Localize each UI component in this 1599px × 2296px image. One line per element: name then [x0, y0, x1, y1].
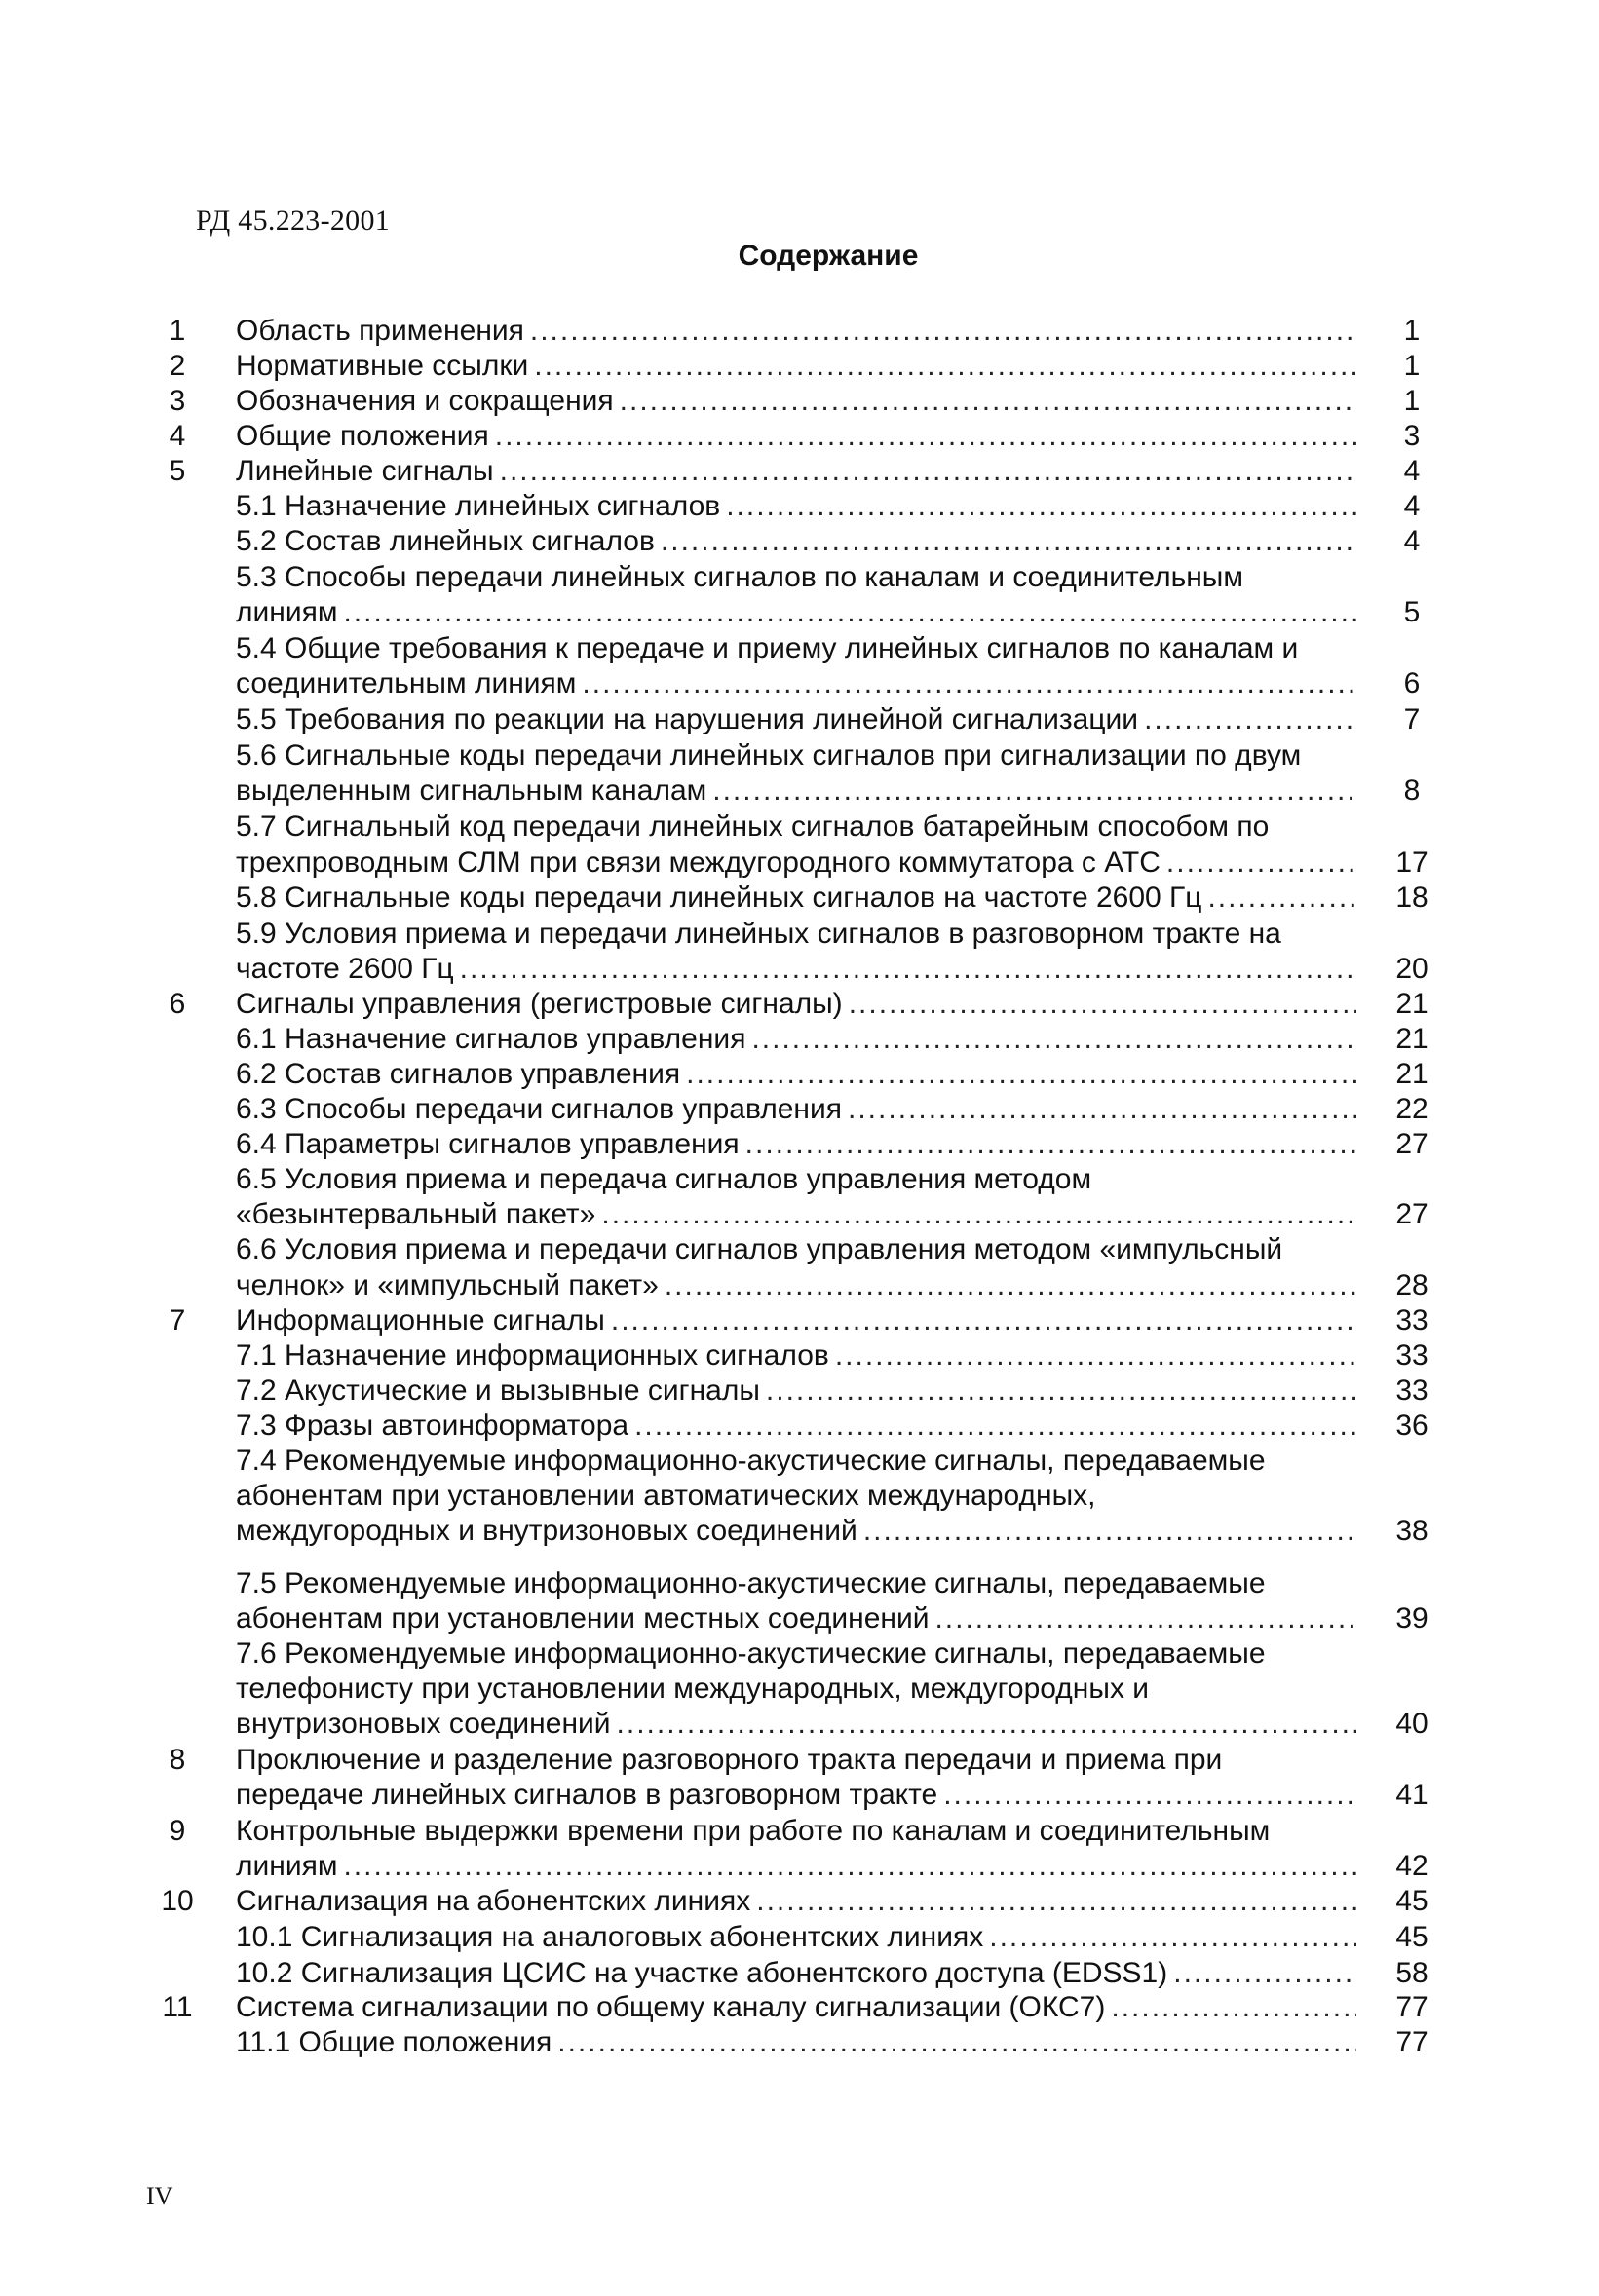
toc-entry[interactable]	[236, 2025, 1356, 2060]
toc-row	[0, 1162, 1599, 1197]
toc-entry[interactable]	[236, 666, 1356, 701]
toc-row	[0, 1956, 1599, 1991]
dot-leader	[495, 419, 1356, 454]
dot-leader	[726, 489, 1356, 524]
toc-entry[interactable]	[236, 384, 1356, 419]
toc-row	[0, 773, 1599, 809]
toc-row	[0, 1849, 1599, 1884]
toc-entry-text: 6.3 Способы передачи сигналов управления	[236, 1093, 843, 1125]
toc-row	[0, 1444, 1599, 1479]
toc-entry[interactable]	[236, 1444, 1356, 1479]
toc-row	[0, 489, 1599, 524]
toc-entry[interactable]	[236, 1338, 1356, 1374]
toc-number: 6	[169, 988, 186, 1020]
toc-entry-text: 7.2 Акустические и вызывные сигналы	[236, 1374, 760, 1407]
dot-leader	[848, 1092, 1356, 1127]
toc-page-number: 33	[1395, 1304, 1428, 1336]
toc-page-number: 42	[1395, 1850, 1428, 1882]
toc-entry[interactable]	[236, 489, 1356, 524]
toc-row	[0, 1338, 1599, 1374]
dot-leader	[617, 1707, 1356, 1742]
toc-entry-text: Сигналы управления (регистровые сигналы)	[236, 988, 843, 1020]
toc-entry[interactable]	[236, 1884, 1356, 1919]
toc-entry-text: Нормативные ссылки	[236, 350, 529, 382]
toc-row	[0, 631, 1599, 666]
toc-row	[0, 1268, 1599, 1303]
dot-leader	[620, 384, 1356, 419]
toc-page-number: 33	[1395, 1374, 1428, 1407]
toc-entry-text: Проключение и разделение разговорного тракта передачи и приема при	[236, 1744, 1223, 1776]
toc-entry-text: линиям	[236, 1850, 338, 1882]
toc-entry-text: 6.6 Условия приема и передачи сигналов управления методом «импульсный	[236, 1233, 1283, 1265]
toc-entry-text: 7.4 Рекомендуемые информационно-акустические сигналы, передаваемые	[236, 1445, 1266, 1477]
toc-entry[interactable]	[236, 1920, 1356, 1955]
dot-leader	[582, 666, 1356, 701]
toc-entry[interactable]	[236, 702, 1356, 737]
toc-entry[interactable]	[236, 738, 1356, 773]
dot-leader	[557, 2025, 1356, 2060]
toc-page-number: 1	[1403, 315, 1421, 347]
toc-row	[0, 560, 1599, 595]
toc-entry[interactable]	[236, 1743, 1356, 1778]
toc-entry-text: частоте 2600 Гц	[236, 953, 454, 985]
toc-page-number: 6	[1403, 667, 1421, 699]
toc-page-number: 27	[1395, 1128, 1428, 1160]
toc-entry[interactable]	[236, 881, 1356, 916]
toc-entry-text: 5.8 Сигнальные коды передачи линейных сигналов на частоте 2600 Гц	[236, 882, 1202, 914]
toc-entry-text: Общие положения	[236, 420, 489, 452]
dot-leader	[343, 1849, 1356, 1884]
toc-entry-text: 7.3 Фразы автоинформатора	[236, 1410, 629, 1442]
toc-page-number: 27	[1395, 1198, 1428, 1230]
dot-leader	[611, 1303, 1356, 1338]
toc-page-number: 41	[1395, 1779, 1428, 1811]
toc-row	[0, 846, 1599, 881]
document-code: РД 45.223-2001	[196, 205, 391, 237]
dot-leader	[835, 1338, 1356, 1374]
toc-page-number: 3	[1403, 420, 1421, 452]
toc-row	[0, 1566, 1599, 1601]
toc-entry[interactable]	[236, 454, 1356, 489]
dot-leader	[686, 1057, 1356, 1092]
toc-row	[0, 987, 1599, 1022]
toc-entry[interactable]	[236, 1849, 1356, 1884]
dot-leader	[712, 773, 1356, 809]
toc-entry-text: 5.3 Способы передачи линейных сигналов по каналам и соединительным	[236, 561, 1243, 593]
toc-row	[0, 702, 1599, 737]
toc-entry[interactable]	[236, 1092, 1356, 1127]
toc-entry[interactable]	[236, 1707, 1356, 1742]
toc-entry-text: междугородных и внутризоновых соединений	[236, 1515, 857, 1547]
toc-row	[0, 1990, 1599, 2025]
toc-entry-text: абонентам при установлении местных соединений	[236, 1602, 930, 1635]
toc-row	[0, 666, 1599, 701]
toc-entry-text: Линейные сигналы	[236, 455, 494, 487]
toc-row	[0, 314, 1599, 349]
toc-entry-text: внутризоновых соединений	[236, 1708, 611, 1740]
toc-entry-text: Контрольные выдержки времени при работе по каналам и соединительным	[236, 1815, 1271, 1847]
toc-row	[0, 1514, 1599, 1549]
toc-entry[interactable]	[236, 1479, 1356, 1514]
toc-page-number: 77	[1395, 2026, 1428, 2058]
toc-entry[interactable]	[236, 1990, 1356, 2025]
dot-leader	[1144, 702, 1356, 737]
toc-entry[interactable]	[236, 1303, 1356, 1338]
toc-page-number: 8	[1403, 774, 1421, 807]
toc-page-number: 45	[1395, 1921, 1428, 1953]
dot-leader	[751, 1022, 1356, 1057]
toc-entry[interactable]	[236, 1268, 1356, 1303]
toc-entry-text: 5.2 Состав линейных сигналов	[236, 525, 655, 557]
toc-page-number: 39	[1395, 1602, 1428, 1635]
toc-row	[0, 1814, 1599, 1849]
toc-entry[interactable]	[236, 1814, 1356, 1849]
toc-page-number: 77	[1395, 1991, 1428, 2023]
toc-row	[0, 952, 1599, 987]
toc-entry-text: 5.7 Сигнальный код передачи линейных сигналов батарейным способом по	[236, 810, 1270, 843]
toc-entry-text: Сигнализация на абонентских линиях	[236, 1885, 751, 1917]
toc-entry[interactable]	[236, 1057, 1356, 1092]
toc-entry[interactable]	[236, 1514, 1356, 1549]
toc-entry[interactable]	[236, 631, 1356, 666]
toc-row	[0, 419, 1599, 454]
toc-entry-text: 5.1 Назначение линейных сигналов	[236, 490, 721, 522]
toc-entry[interactable]	[236, 1022, 1356, 1057]
toc-entry[interactable]	[236, 1637, 1356, 1672]
toc-entry[interactable]	[236, 917, 1356, 952]
toc-entry-text: 6.2 Состав сигналов управления	[236, 1058, 681, 1090]
dot-leader	[661, 524, 1356, 559]
toc-entry[interactable]	[236, 1197, 1356, 1232]
dot-leader	[601, 1197, 1356, 1232]
toc-entry-text: 11.1 Общие положения	[236, 2026, 552, 2058]
toc-page-number: 40	[1395, 1708, 1428, 1740]
toc-number: 4	[169, 420, 186, 452]
toc-entry-text: 5.6 Сигнальные коды передачи линейных сигналов при сигнализации по двум	[236, 739, 1302, 772]
toc-page-number: 22	[1395, 1093, 1428, 1125]
dot-leader	[460, 952, 1356, 987]
toc-row	[0, 1637, 1599, 1672]
toc-entry-text: 5.9 Условия приема и передачи линейных сигналов в разговорном тракте на	[236, 918, 1281, 950]
toc-entry[interactable]	[236, 595, 1356, 630]
toc-row	[0, 524, 1599, 559]
toc-entry-text: выделенным сигнальным каналам	[236, 774, 707, 807]
toc-number: 5	[169, 455, 186, 487]
toc-page-number: 21	[1395, 988, 1428, 1020]
toc-page-number: 28	[1395, 1269, 1428, 1301]
dot-leader	[766, 1374, 1356, 1409]
toc-row	[0, 1127, 1599, 1162]
dot-leader	[989, 1920, 1356, 1955]
toc-page-number: 20	[1395, 953, 1428, 985]
dot-leader	[634, 1409, 1356, 1444]
toc-row	[0, 1057, 1599, 1092]
toc-number: 3	[169, 385, 186, 417]
toc-entry-text: 10.1 Сигнализация на аналоговых абонентских линиях	[236, 1921, 984, 1953]
toc-page-number: 7	[1403, 703, 1421, 735]
toc-row	[0, 1884, 1599, 1919]
toc-entry[interactable]	[236, 1956, 1356, 1991]
toc-number: 11	[162, 1991, 193, 2023]
toc-entry[interactable]	[236, 952, 1356, 987]
toc-row	[0, 1672, 1599, 1707]
toc-entry[interactable]	[236, 524, 1356, 559]
dot-leader	[500, 454, 1356, 489]
toc-number: 9	[169, 1815, 186, 1847]
toc-row	[0, 1601, 1599, 1637]
toc-row	[0, 1920, 1599, 1955]
toc-page-number: 45	[1395, 1885, 1428, 1917]
toc-entry[interactable]	[236, 1601, 1356, 1637]
toc-entry-text: 6.1 Назначение сигналов управления	[236, 1023, 746, 1055]
toc-entry-text: линиям	[236, 596, 338, 628]
toc-entry-text: абонентам при установлении автоматических международных,	[236, 1480, 1096, 1512]
toc-page-number: 4	[1403, 455, 1421, 487]
toc-entry[interactable]	[236, 809, 1356, 845]
toc-entry-text: Обозначения и сокращения	[236, 385, 614, 417]
toc-page-number: 36	[1395, 1410, 1428, 1442]
toc-entry-text: 6.4 Параметры сигналов управления	[236, 1128, 740, 1160]
toc-entry[interactable]	[236, 1127, 1356, 1162]
toc-entry[interactable]	[236, 846, 1356, 881]
dot-leader	[745, 1127, 1356, 1162]
toc-row	[0, 809, 1599, 845]
toc-row	[0, 1743, 1599, 1778]
dot-leader	[756, 1884, 1356, 1919]
toc-entry[interactable]	[236, 987, 1356, 1022]
toc-entry-text: 7.6 Рекомендуемые информационно-акустические сигналы, передаваемые	[236, 1637, 1266, 1670]
toc-row	[0, 2025, 1599, 2060]
toc-entry-text: передаче линейных сигналов в разговорном тракте	[236, 1779, 938, 1811]
toc-entry[interactable]	[236, 1374, 1356, 1409]
toc-page-number: 17	[1395, 847, 1428, 879]
dot-leader	[534, 349, 1356, 384]
toc-number: 1	[169, 315, 186, 347]
dot-leader	[1173, 1956, 1356, 1991]
toc-row	[0, 1778, 1599, 1813]
toc-number: 8	[169, 1744, 186, 1776]
toc-row	[0, 1022, 1599, 1057]
dot-leader	[530, 314, 1356, 349]
toc-number: 7	[169, 1304, 186, 1336]
toc-page-number: 4	[1403, 525, 1421, 557]
toc-page-number: 18	[1395, 882, 1428, 914]
toc-entry[interactable]	[236, 560, 1356, 595]
toc-entry[interactable]	[236, 1232, 1356, 1267]
dot-leader	[343, 595, 1356, 630]
toc-row	[0, 1303, 1599, 1338]
toc-entry[interactable]	[236, 1162, 1356, 1197]
toc-row	[0, 1409, 1599, 1444]
toc-row	[0, 738, 1599, 773]
toc-entry[interactable]	[236, 419, 1356, 454]
toc-page-number: 58	[1395, 1957, 1428, 1989]
dot-leader	[934, 1601, 1356, 1637]
toc-entry[interactable]	[236, 773, 1356, 809]
toc-page-number: 33	[1395, 1339, 1428, 1372]
toc-entry-text: 10.2 Сигнализация ЦСИС на участке абонентского доступа (EDSS1)	[236, 1957, 1168, 1989]
toc-page-number: 1	[1403, 350, 1421, 382]
toc-row	[0, 917, 1599, 952]
dot-leader	[943, 1778, 1356, 1813]
toc-entry-text: Информационные сигналы	[236, 1304, 605, 1336]
toc-row	[0, 1092, 1599, 1127]
toc-row	[0, 349, 1599, 384]
toc-row	[0, 1374, 1599, 1409]
toc-entry[interactable]	[236, 314, 1356, 349]
page-title: Содержание	[738, 240, 919, 272]
toc-row	[0, 454, 1599, 489]
toc-number: 10	[161, 1885, 194, 1917]
toc-page-number: 5	[1403, 596, 1421, 628]
dot-leader	[849, 987, 1356, 1022]
toc-entry-text: соединительным линиям	[236, 667, 577, 699]
toc-entry[interactable]	[236, 1409, 1356, 1444]
page-folio: IV	[146, 2182, 173, 2210]
toc-page-number: 21	[1395, 1023, 1428, 1055]
toc-page-number: 4	[1403, 490, 1421, 522]
toc-row	[0, 1197, 1599, 1232]
toc-entry-text: трехпроводным СЛМ при связи междугородного коммутатора с АТС	[236, 847, 1161, 879]
toc-entry-text: Область применения	[236, 315, 524, 347]
dot-leader	[665, 1268, 1356, 1303]
toc-row	[0, 881, 1599, 916]
toc-entry[interactable]	[236, 1672, 1356, 1707]
toc-entry-text: 6.5 Условия приема и передача сигналов управления методом	[236, 1163, 1092, 1195]
dot-leader	[863, 1514, 1356, 1549]
toc-entry-text: «безынтервальный пакет»	[236, 1198, 596, 1230]
toc-entry-text: челнок» и «импульсный пакет»	[236, 1269, 659, 1301]
toc-entry-text: Система сигнализации по общему каналу сигнализации (ОКС7)	[236, 1991, 1106, 2023]
toc-row	[0, 1232, 1599, 1267]
dot-leader	[1111, 1990, 1356, 2025]
dot-leader	[1207, 881, 1356, 916]
toc-entry-text: 7.5 Рекомендуемые информационно-акустические сигналы, передаваемые	[236, 1567, 1266, 1600]
toc-number: 2	[169, 350, 186, 382]
toc-row	[0, 1479, 1599, 1514]
toc-entry-text: 5.4 Общие требования к передаче и приему линейных сигналов по каналам и	[236, 632, 1299, 664]
toc-row	[0, 384, 1599, 419]
toc-entry[interactable]	[236, 1566, 1356, 1601]
dot-leader	[1166, 846, 1356, 881]
toc-row	[0, 595, 1599, 630]
toc-entry-text: телефонисту при установлении международных, междугородных и	[236, 1673, 1150, 1705]
toc-entry[interactable]	[236, 349, 1356, 384]
toc-entry[interactable]	[236, 1778, 1356, 1813]
toc-page-number: 21	[1395, 1058, 1428, 1090]
toc-page-number: 1	[1403, 385, 1421, 417]
toc-entry-text: 7.1 Назначение информационных сигналов	[236, 1339, 829, 1372]
toc-page-number: 38	[1395, 1515, 1428, 1547]
toc-entry-text: 5.5 Требования по реакции на нарушения линейной сигнализации	[236, 703, 1139, 735]
toc-row	[0, 1707, 1599, 1742]
